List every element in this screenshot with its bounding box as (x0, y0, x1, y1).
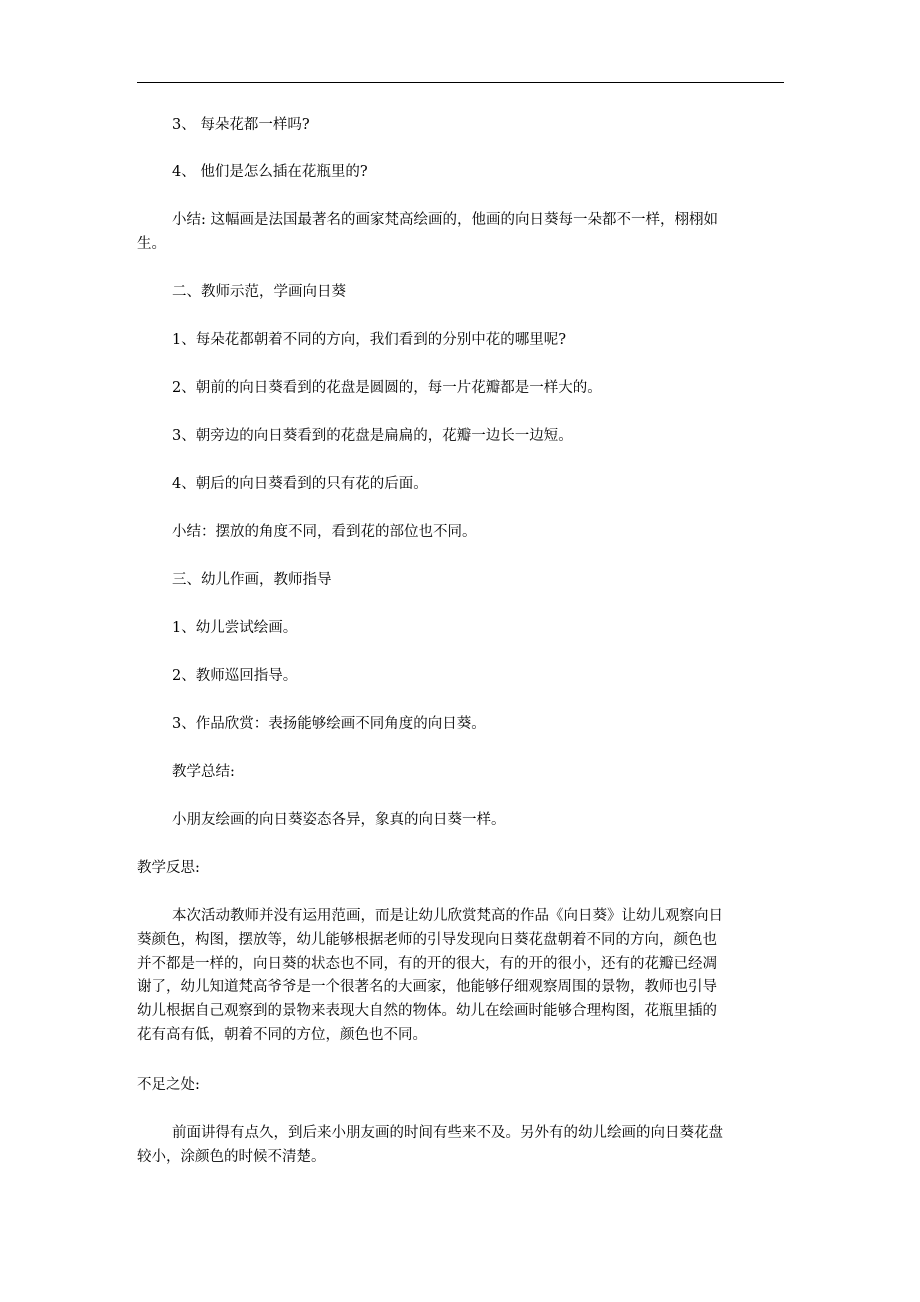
section-3-item-2: 2、教师巡回指导。 (172, 668, 298, 684)
section-3-title: 三、幼儿作画，教师指导 (172, 572, 332, 588)
teaching-summary-title: 教学总结: (172, 764, 235, 780)
teaching-summary-text: 小朋友绘画的向日葵姿态各异，象真的向日葵一样。 (172, 812, 506, 828)
header-rule (137, 82, 784, 83)
reflection-line: 本次活动教师并没有运用范画，而是让幼儿欣赏梵高的作品《向日葵》让幼儿观察向日 (172, 908, 723, 924)
section-2-item-2: 2、朝前的向日葵看到的花盘是圆圆的，每一片花瓣都是一样大的。 (172, 380, 602, 396)
reflection-line: 葵颜色，构图，摆放等，幼儿能够根据老师的引导发现向日葵花盘朝着不同的方向，颜色也 (137, 931, 717, 948)
reflection-title: 教学反思: (137, 860, 200, 876)
section-2-title: 二、教师示范，学画向日葵 (172, 284, 346, 300)
question-3: 3、 每朵花都一样吗? (172, 117, 310, 133)
reflection-line: 谢了，幼儿知道梵高爷爷是一个很著名的大画家，他能够仔细观察周围的景物，教师也引导 (137, 979, 717, 996)
shortcoming-line: 前面讲得有点久，到后来小朋友画的时间有些来不及。另外有的幼儿绘画的向日葵花盘 (172, 1125, 723, 1141)
summary-1-line-2: 生。 (137, 236, 166, 252)
shortcoming-paragraph (137, 1122, 787, 1170)
section-2-item-3: 3、朝旁边的向日葵看到的花盘是扁扁的，花瓣一边长一边短。 (172, 428, 573, 444)
section-3-item-3: 3、作品欣赏：表扬能够绘画不同角度的向日葵。 (172, 716, 486, 732)
section-3-item-1: 1、幼儿尝试绘画。 (172, 620, 298, 636)
section-2-item-4: 4、朝后的向日葵看到的只有花的后面。 (172, 476, 428, 492)
reflection-line: 花有高有低，朝着不同的方位，颜色也不同。 (137, 1026, 427, 1043)
summary-1-line-1: 小结: 这幅画是法国最著名的画家梵高绘画的，他画的向日葵每一朵都不一样，栩栩如 (172, 212, 718, 228)
reflection-paragraph (137, 905, 787, 1048)
summary-2: 小结：摆放的角度不同，看到花的部位也不同。 (172, 524, 477, 540)
question-4: 4、 他们是怎么插在花瓶里的? (172, 164, 368, 180)
reflection-line: 幼儿根据自己观察到的景物来表现大自然的物体。幼儿在绘画时能够合理构图，花瓶里插的 (137, 1003, 717, 1020)
shortcoming-line: 较小，涂颜色的时候不清楚。 (137, 1148, 326, 1165)
reflection-line: 并不都是一样的，向日葵的状态也不同，有的开的很大，有的开的很小，还有的花瓣已经凋 (137, 955, 717, 972)
shortcoming-title: 不足之处: (137, 1077, 200, 1093)
section-2-item-1: 1、每朵花都朝着不同的方向，我们看到的分别中花的哪里呢? (172, 332, 566, 348)
